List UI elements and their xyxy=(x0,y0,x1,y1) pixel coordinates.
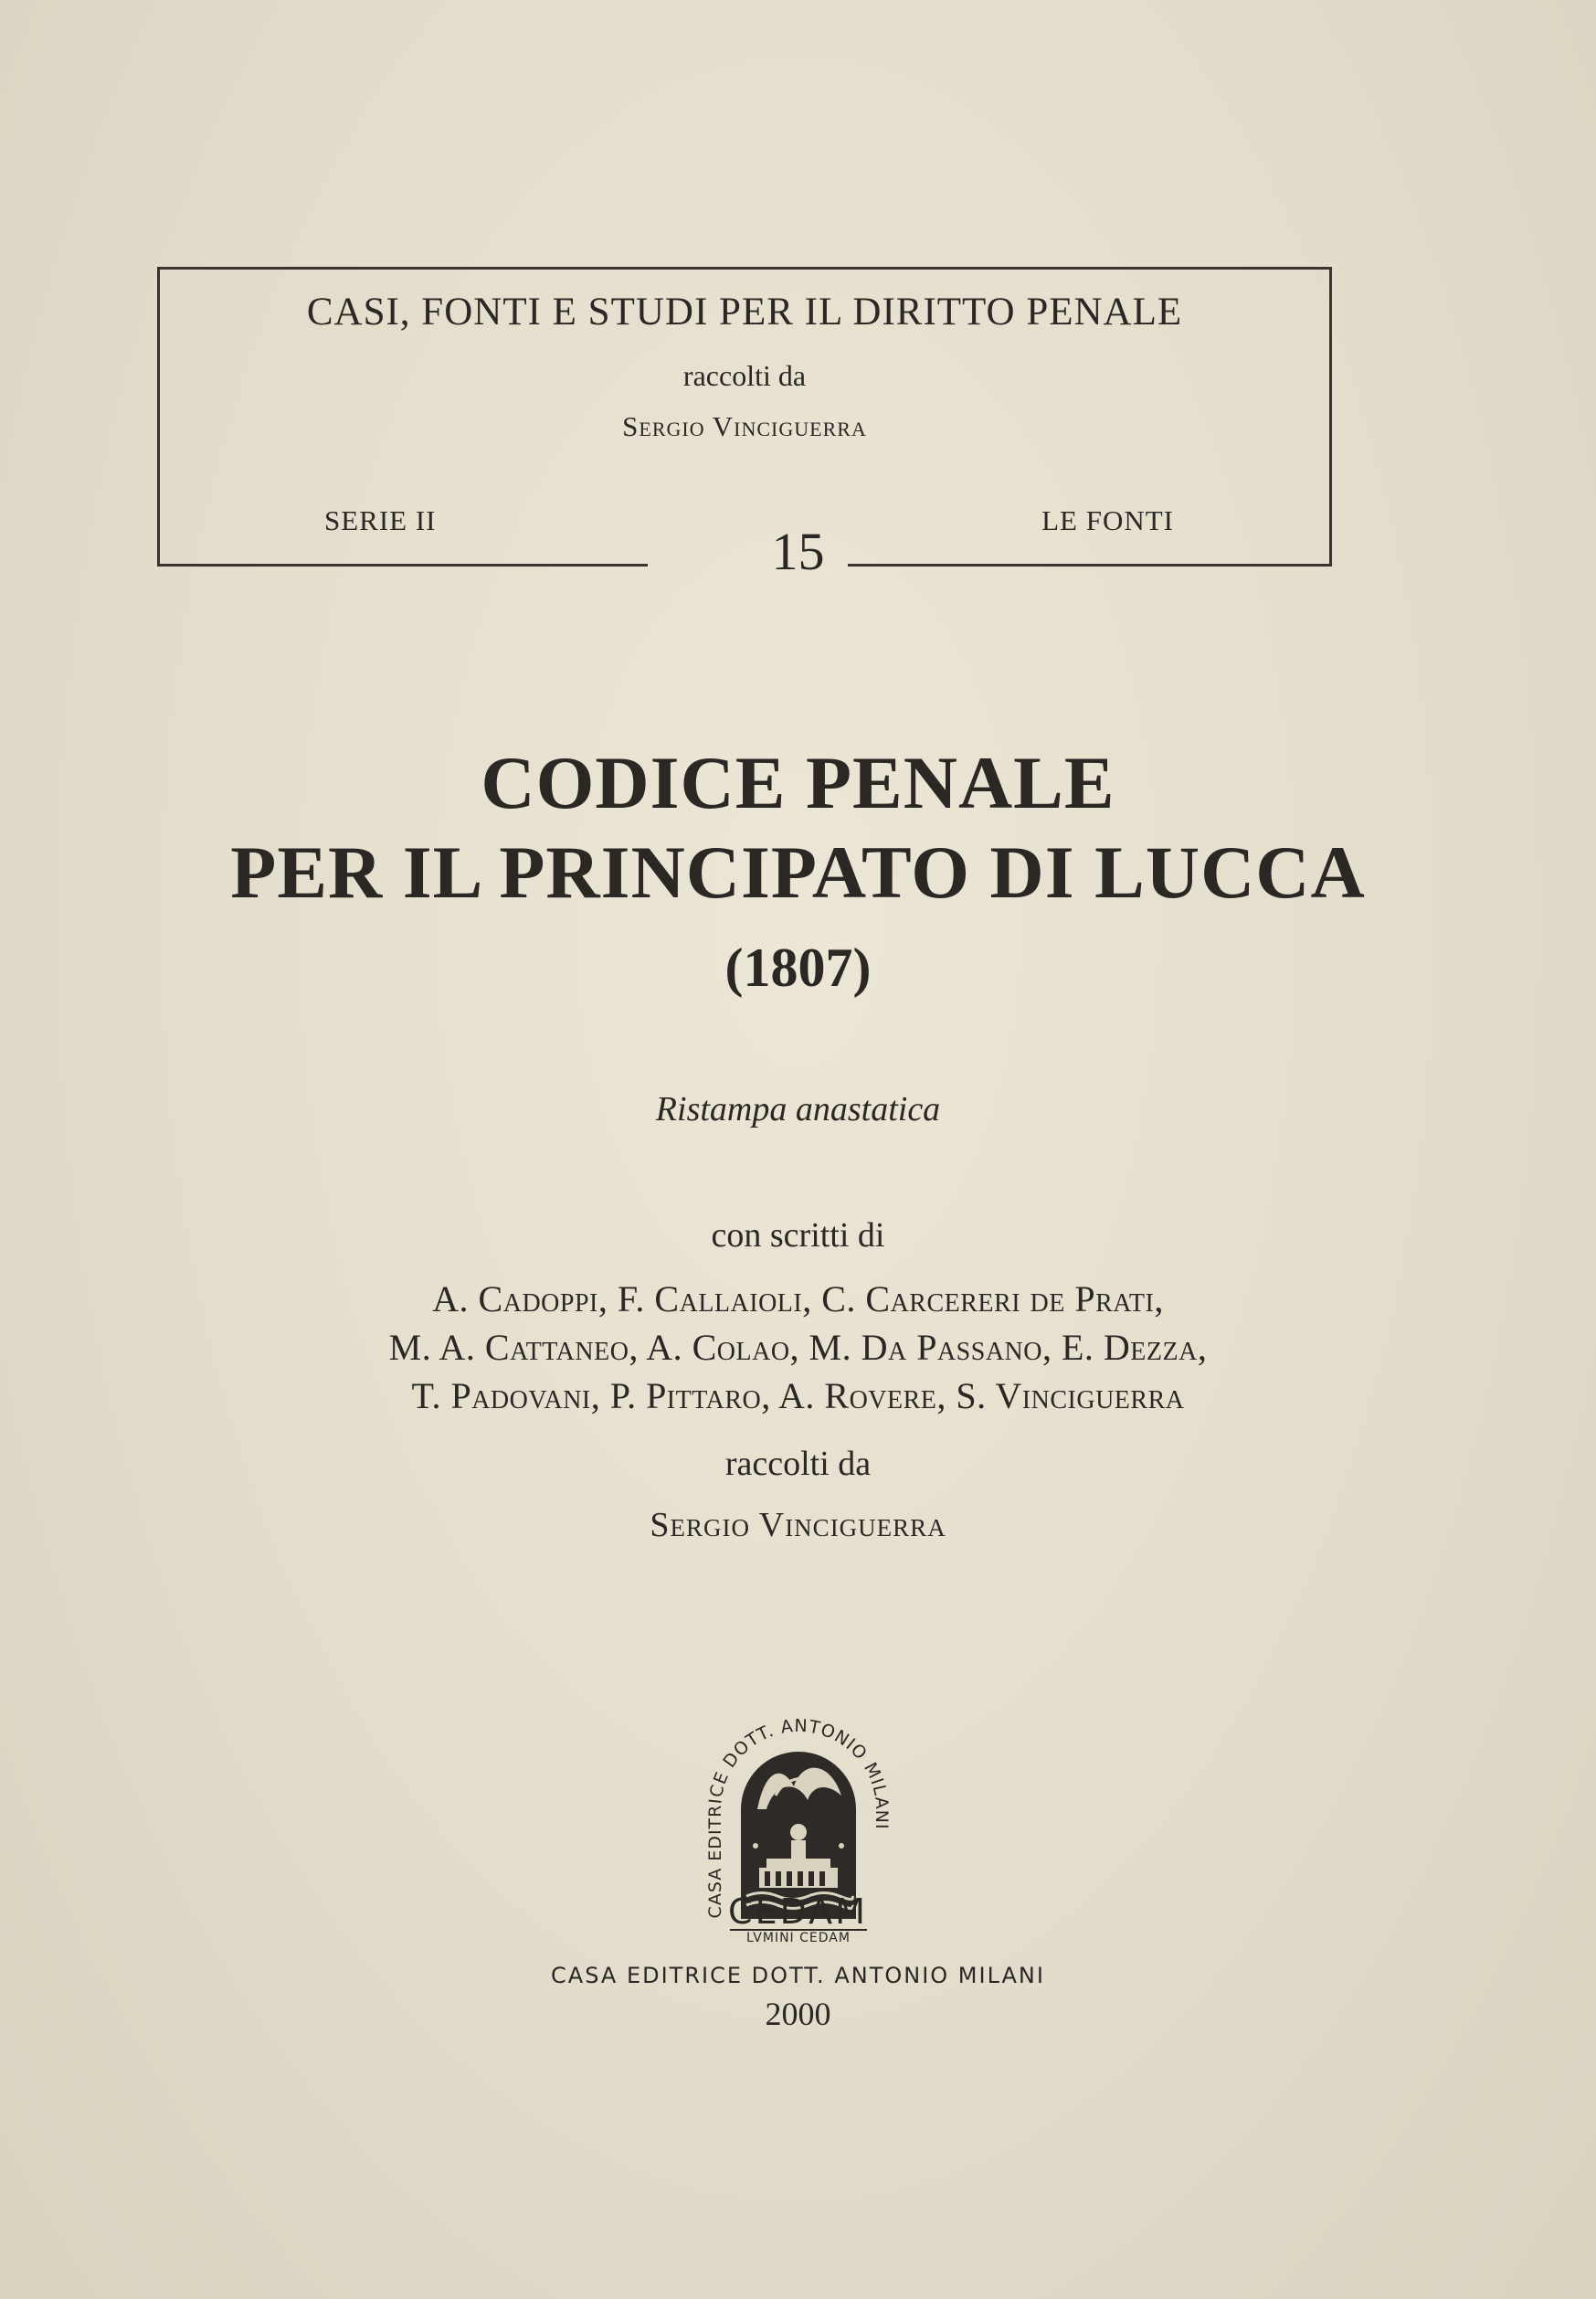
series-collected-by: raccolti da xyxy=(682,359,807,392)
authors-line: M. A. Cattaneo, A. Colao, M. Da Passano, E. Dezza, xyxy=(388,1327,1208,1368)
book-editor: Sergio Vinciguerra xyxy=(650,1506,946,1544)
logo-base-text: LVMINI CEDAM xyxy=(746,1931,851,1945)
reprint-note: Ristampa anastatica xyxy=(655,1090,941,1128)
publication-year: 2000 xyxy=(765,1996,831,2032)
volume-number: 15 xyxy=(771,522,825,581)
writings-by: con scritti di xyxy=(711,1216,885,1255)
section-label: LE FONTI xyxy=(1041,504,1174,536)
logo-ring-text: CASA EDITRICE DOTT. ANTONIO MILANI xyxy=(705,1715,893,1919)
authors-line: A. Cadoppi, F. Callaioli, C. Carcereri de Prati, xyxy=(432,1278,1164,1319)
book-title-line2: PER IL PRINCIPATO DI LUCCA xyxy=(230,831,1366,914)
book-year: (1807) xyxy=(724,938,872,998)
series-editor: Sergio Vinciguerra xyxy=(622,410,867,442)
series-title: CASI, FONTI E STUDI PER IL DIRITTO PENALE xyxy=(306,291,1183,334)
series-box xyxy=(157,267,1332,564)
authors-list xyxy=(0,1275,1596,1420)
publisher-brand: CEDAM xyxy=(728,1891,868,1932)
serie-label: SERIE II xyxy=(324,504,437,536)
publisher-name: CASA EDITRICE DOTT. ANTONIO MILANI xyxy=(551,1963,1045,1988)
book-title-line1: CODICE PENALE xyxy=(481,741,1115,824)
authors-line: T. Padovani, P. Pittaro, A. Rovere, S. Vinciguerra xyxy=(411,1375,1185,1416)
book-title xyxy=(0,738,1596,917)
collected-by: raccolti da xyxy=(724,1445,872,1483)
